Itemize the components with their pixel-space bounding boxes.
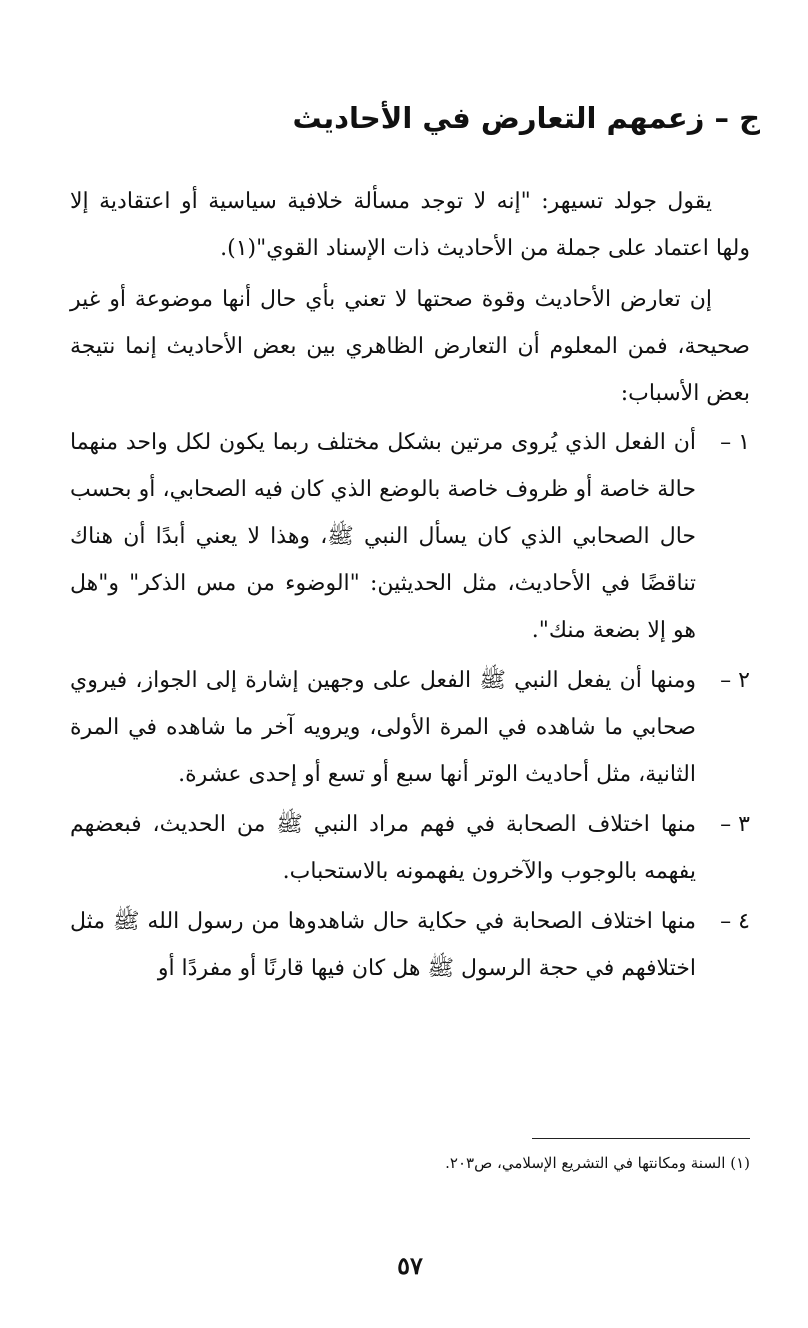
list-item-number: ٤ – [720,909,750,934]
list-item-text: ومنها أن يفعل النبي ﷺ الفعل على وجهين إشارة إلى الجواز، فيروي صحابي ما شاهده في المرة الأولى، ويرويه آخر ما شاهده في المرة الثانية، مثل أحاديث الوتر أنها سبع أو تسع أو إحدى عشرة. [70,668,696,787]
quote-paragraph: يقول جولد تسيهر: "إنه لا توجد مسألة خلافية سياسية أو اعتقادية إلا ولها اعتماد على جملة من الأحاديث ذات الإسناد القوي"(١). [70,189,750,261]
section-heading: ج – زعمهم التعارض في الأحاديث [292,101,760,135]
page-body [70,178,750,992]
list-item-text: منها اختلاف الصحابة في حكاية حال شاهدوها من رسول الله ﷺ مثل اختلافهم في حجة الرسول ﷺ هل كان فيها قارنًا أو مفردًا أو [70,909,696,981]
list-item [70,898,750,992]
list-item [70,419,750,654]
intro-paragraph: إن تعارض الأحاديث وقوة صحتها لا تعني بأي حال أنها موضوعة أو غير صحيحة، فمن المعلوم أن التعارض الظاهري بين بعض الأحاديث إنما نتيجة بعض الأسباب: [70,287,750,406]
book-page [70,0,760,1328]
footnote-divider [532,1138,750,1139]
list-item-text: أن الفعل الذي يُروى مرتين بشكل مختلف ربما يكون لكل واحد منهما حالة خاصة أو ظروف خاصة بالوضع الذي كان فيه الصحابي، أو بحسب حال الصحابي الذي كان يسأل النبي ﷺ، وهذا لا يعني أبدًا أن هناك تناقضًا في الأحاديث، مثل الحديثين: "الوضوء من مس الذكر" و"هل هو إلا بضعة منك". [70,430,696,643]
list-item-number: ٢ – [720,668,750,693]
footnote: (١) السنة ومكانتها في التشريع الإسلامي، ص٢٠٣. [445,1154,750,1172]
list-item [70,657,750,798]
list-item-text: منها اختلاف الصحابة في فهم مراد النبي ﷺ من الحديث، فبعضهم يفهمه بالوجوب والآخرون يفهمونه بالاستحباب. [70,812,696,884]
list-item-number: ١ – [720,430,750,455]
reasons-list [70,419,750,992]
page-number: ٥٧ [397,1251,423,1280]
list-item [70,801,750,895]
list-item-number: ٣ – [720,812,750,837]
